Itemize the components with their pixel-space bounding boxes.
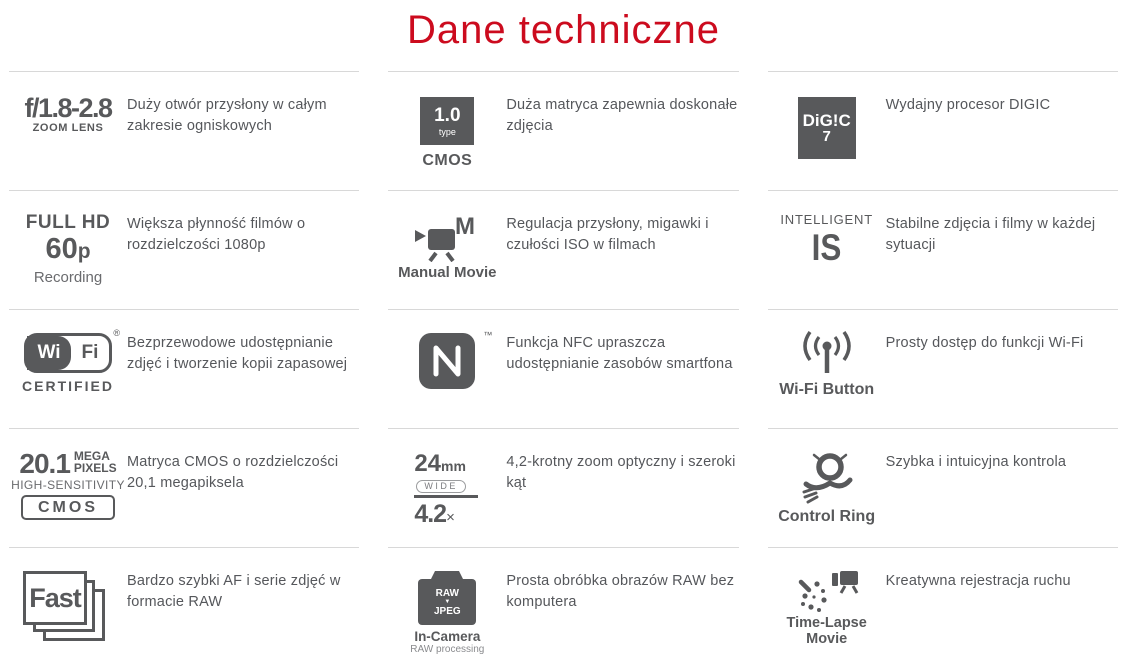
feature-card-intelligent-is	[768, 190, 1118, 309]
wifi-logo-fi: Fi	[81, 342, 99, 363]
burst-frame-front	[23, 571, 87, 625]
feature-description: 4,2-krotny zoom optyczny i szeroki kąt	[506, 454, 736, 491]
nfc-mark-wrap	[419, 330, 493, 389]
in-camera-label: In-Camera	[414, 629, 481, 644]
zoom-times-symbol: ×	[446, 508, 455, 526]
feature-description: Bezprzewodowe udostępnianie zdjęć i tworzenie kopii zapasowej	[127, 335, 348, 372]
certified-label: CERTIFIED	[22, 378, 114, 394]
feature-description: Kreatywna rejestracja ruchu	[885, 573, 1071, 589]
nfc-n-glyph	[419, 333, 475, 389]
aperture-value-text: f/1.8-2.8	[24, 93, 112, 123]
wifi-certified-logo	[9, 328, 127, 394]
wifi-logo-wi: Wi	[27, 336, 71, 370]
digic-box	[798, 97, 856, 159]
raw-to-jpeg-camera-icon	[388, 569, 506, 656]
page-title: Dane techniczne	[407, 8, 720, 52]
sensor-size-unit: type	[438, 126, 456, 137]
divider-rule	[414, 495, 478, 498]
page-header	[0, 0, 1127, 71]
feature-description: Prosty dostęp do funkcji Wi-Fi	[885, 335, 1084, 351]
digic-brand-text: DiG!C	[802, 110, 851, 130]
registered-mark: ®	[113, 328, 120, 338]
digic-7-badge	[768, 93, 886, 159]
fast-burst-frames-icon	[9, 569, 127, 649]
burst-frames-stack	[23, 571, 113, 649]
feature-card-zoom-lens	[9, 71, 359, 190]
antenna-glyph	[793, 331, 861, 377]
camera-silhouette	[418, 579, 476, 625]
cmos-boxed-label: CMOS	[21, 495, 115, 520]
movie-label: Movie	[806, 631, 848, 647]
trademark-mark: ™	[483, 330, 493, 340]
full-hd-60p-badge	[9, 212, 127, 287]
feature-card-digic-7	[768, 71, 1118, 190]
manual-movie-label: Manual Movie	[398, 264, 497, 281]
wide-angle-zoom-badge	[388, 450, 506, 531]
wide-zoom-stack	[414, 452, 480, 531]
sensor-size-value: 1.0	[434, 104, 461, 126]
raw-processing-label: RAW processing	[410, 644, 485, 655]
megapixel-units	[74, 450, 117, 474]
feature-description: Duża matryca zapewnia doskonałe zdjęcia	[506, 97, 738, 134]
ring-hand-glyph	[792, 450, 862, 506]
intelligent-is-badge	[768, 212, 886, 268]
focal-length-unit: mm	[441, 458, 466, 474]
fast-label: Fast	[29, 582, 81, 613]
feature-card-one-inch-sensor	[388, 71, 738, 190]
feature-description: Większa płynność filmów o rozdzielczości 1080p	[127, 216, 306, 253]
feature-card-megapixels	[9, 428, 359, 547]
zoom-lens-label: ZOOM LENS	[32, 122, 104, 134]
feature-description: Funkcja NFC upraszcza udostępnianie zasobów smartfona	[506, 335, 733, 372]
wide-pill-label: WIDE	[416, 480, 466, 493]
recording-label: Recording	[33, 269, 103, 286]
fps-value: 60	[45, 233, 78, 265]
raw-label: RAW	[435, 587, 459, 599]
feature-description: Duży otwór przysłony w całym zakresie ogniskowych	[127, 97, 327, 134]
feature-card-fast-af	[9, 547, 359, 660]
feature-card-time-lapse	[768, 547, 1118, 660]
feature-card-wifi-button	[768, 309, 1118, 428]
feature-card-wide-zoom	[388, 428, 738, 547]
zoom-factor	[414, 501, 455, 531]
aperture-zoom-lens-badge	[9, 93, 127, 134]
wifi-antenna-icon	[768, 331, 886, 399]
megapixel-value: 20.1	[19, 448, 70, 479]
intelligent-label: INTELLIGENT	[780, 212, 873, 227]
feature-card-wifi-certified	[9, 309, 359, 428]
high-sensitivity-label: HIGH-SENSITIVITY	[11, 478, 125, 492]
features-grid	[0, 71, 1127, 660]
time-lapse-movie-icon	[768, 569, 886, 647]
focal-length	[414, 452, 466, 479]
down-arrow-icon: ▼	[444, 598, 451, 605]
megapixels-cmos-badge	[9, 450, 127, 520]
manual-movie-camera-icon	[388, 212, 506, 281]
zoom-factor-value: 4.2	[414, 499, 447, 528]
is-label: IS	[811, 227, 842, 268]
pixels-label: PIXELS	[73, 461, 117, 475]
feature-description: Matryca CMOS o rozdzielczości 20,1 megapiksela	[127, 454, 339, 491]
feature-description: Wydajny procesor DIGIC	[885, 97, 1051, 113]
feature-card-full-hd-60p	[9, 190, 359, 309]
wifi-button-label: Wi-Fi Button	[779, 381, 875, 398]
megapixel-value-row	[19, 450, 116, 477]
feature-description: Szybka i intuicyjna kontrola	[885, 454, 1067, 470]
focal-length-value: 24	[414, 450, 442, 477]
cmos-label: CMOS	[422, 152, 473, 169]
sensor-size-box	[420, 97, 474, 145]
nfc-n-mark-logo	[388, 331, 506, 389]
one-inch-sensor-badge	[388, 93, 506, 170]
svg-text:M: M	[455, 213, 476, 240]
feature-card-nfc	[388, 309, 738, 428]
feature-description: Regulacja przysłony, migawki i czułości ISO w filmach	[506, 216, 709, 253]
feature-card-raw-processing	[388, 547, 738, 660]
control-ring-label: Control Ring	[778, 508, 876, 525]
full-hd-label: FULL HD	[25, 212, 111, 233]
digic-version-text: 7	[822, 127, 831, 145]
feature-card-control-ring	[768, 428, 1118, 547]
feature-description: Prosta obróbka obrazów RAW bez komputera	[506, 573, 735, 610]
feature-description: Stabilne zdjęcia i filmy w każdej sytuacji	[885, 216, 1096, 253]
jpeg-label: JPEG	[433, 605, 461, 617]
mega-label: MEGA	[73, 449, 110, 463]
feature-description: Bardzo szybki AF i serie zdjęć w formacie RAW	[127, 573, 341, 610]
wifi-logo-pill	[24, 328, 120, 373]
nfc-n-box	[419, 333, 475, 389]
camcorder-glyph	[413, 212, 481, 262]
feature-card-manual-movie	[388, 190, 738, 309]
fps-p-suffix: p	[77, 240, 91, 263]
fps-label	[45, 234, 90, 269]
control-ring-hand-icon	[768, 450, 886, 526]
time-lapse-glyph	[794, 569, 860, 615]
time-lapse-label: Time-Lapse	[786, 615, 867, 631]
